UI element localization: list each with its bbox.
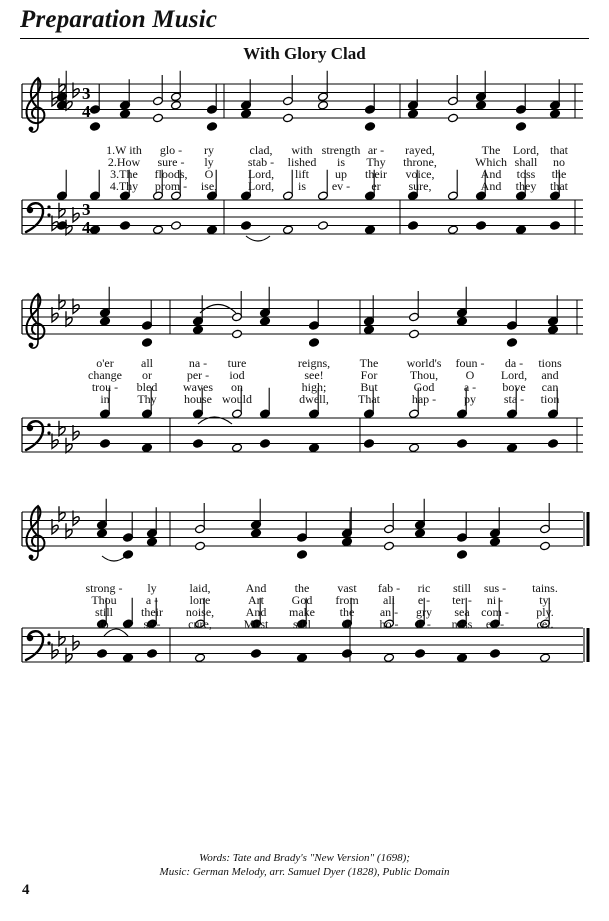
lyric-syllable: ry xyxy=(204,143,214,157)
lyric-syllable: from xyxy=(335,593,359,607)
note-head xyxy=(171,100,182,110)
note-head xyxy=(415,649,426,659)
flat-icon xyxy=(66,95,72,110)
lyric-syllable: prom - xyxy=(154,179,188,193)
flat-icon xyxy=(59,203,65,218)
time-signature-bottom: 4 xyxy=(82,218,91,237)
lyric-syllable: ness xyxy=(451,617,473,631)
lyric-syllable: on xyxy=(231,380,243,394)
credits xyxy=(0,851,609,879)
lyric-syllable: would xyxy=(222,392,252,406)
lyric-syllable: laid, xyxy=(189,581,211,595)
note-head xyxy=(415,528,426,538)
lyric-syllable: ly xyxy=(204,155,214,169)
note-head xyxy=(342,537,353,547)
lyric-syllable: The xyxy=(481,143,501,157)
lyric-syllable: stab - xyxy=(247,155,275,169)
note-head xyxy=(548,325,559,335)
flat-icon xyxy=(52,216,58,231)
lyric-syllable: And xyxy=(245,605,267,619)
treble-clef-icon xyxy=(26,78,44,132)
lyric-syllable: ture xyxy=(227,356,247,370)
note-head xyxy=(120,221,131,231)
note-head xyxy=(123,653,134,663)
lyric-syllable: iod xyxy=(229,368,245,382)
lyric-syllable: lone xyxy=(189,593,211,607)
lyric-syllable: see! xyxy=(304,368,324,382)
note-head xyxy=(241,221,252,231)
lyric-syllable: lift xyxy=(295,167,309,181)
lyric-syllable: The xyxy=(359,356,379,370)
note-head xyxy=(318,100,329,110)
note-head xyxy=(241,109,252,119)
lyric-syllable: ly xyxy=(147,581,157,595)
note-head xyxy=(232,329,243,339)
lyric-syllable: For xyxy=(360,368,378,382)
flat-icon xyxy=(73,425,79,440)
treble-clef-icon xyxy=(26,294,44,348)
lyric-syllable: Lord, xyxy=(500,368,528,382)
lyric-syllable: fab - xyxy=(377,581,401,595)
lyric-syllable: up xyxy=(335,167,347,181)
lyrics-system xyxy=(0,144,609,192)
bass-clef-icon xyxy=(26,421,51,450)
note-head xyxy=(364,325,375,335)
flat-icon xyxy=(73,635,79,650)
note-head xyxy=(142,443,153,453)
note-head xyxy=(153,225,164,235)
note-head xyxy=(548,439,559,449)
lyric-syllable: a - xyxy=(463,380,477,394)
note-head xyxy=(251,528,262,538)
lyric-syllable: toss xyxy=(516,167,536,181)
lyric-syllable: throne, xyxy=(403,155,437,169)
lyric-syllable: noise, xyxy=(185,605,215,619)
lyric-syllable: glo - xyxy=(159,143,183,157)
lyric-syllable: Lord, xyxy=(247,167,275,181)
note-head xyxy=(260,439,271,449)
note-head xyxy=(142,338,153,348)
words-credit: Words: Tate and Brady's "New Version" (1698); xyxy=(199,852,410,864)
music-credit: Music: German Melody, arr. Samuel Dyer (1828), Public Domain xyxy=(159,866,450,878)
lyrics-system xyxy=(0,357,609,405)
lyric-syllable: ter - xyxy=(452,593,472,607)
lyric-syllable: er xyxy=(371,179,381,193)
note-head xyxy=(409,329,420,339)
lyric-syllable: da - xyxy=(504,356,524,370)
lyric-syllable: ric xyxy=(417,581,431,595)
lyric-syllable: Lord, xyxy=(512,143,540,157)
lyric-syllable: And xyxy=(480,179,502,193)
note-head xyxy=(207,122,218,132)
lyric-syllable: li - xyxy=(417,617,431,631)
note-head xyxy=(309,443,320,453)
lyric-syllable: the xyxy=(551,167,567,181)
lyric-syllable: lished xyxy=(287,155,317,169)
lyric-syllable: Must xyxy=(243,617,269,631)
lyric-syllable: ho - xyxy=(379,617,399,631)
note-head xyxy=(540,653,551,663)
note-head xyxy=(342,649,353,659)
hymn-title: With Glory Clad xyxy=(243,44,366,63)
note-head xyxy=(283,113,294,123)
lyric-syllable: high; xyxy=(301,380,327,394)
lyric-syllable: tion xyxy=(540,392,560,406)
note-head xyxy=(365,122,376,132)
note-head xyxy=(195,541,206,551)
lyric-syllable: is xyxy=(336,155,346,169)
lyric-syllable: with xyxy=(291,143,313,157)
lyric-syllable: 3.The xyxy=(110,167,138,181)
flat-icon xyxy=(66,523,72,538)
note-head xyxy=(97,649,108,659)
lyric-syllable: that xyxy=(550,143,568,157)
lyrics-system xyxy=(0,582,609,630)
lyric-syllable: all xyxy=(141,356,153,370)
flat-icon xyxy=(52,434,58,449)
note-head xyxy=(97,528,108,538)
lyric-syllable: se - xyxy=(143,617,161,631)
note-head xyxy=(195,653,206,663)
flat-icon xyxy=(66,648,72,663)
lyric-syllable: sure - xyxy=(157,155,185,169)
note-head xyxy=(490,649,501,659)
note-head xyxy=(490,537,501,547)
lyric-syllable: e - xyxy=(417,593,431,607)
lyric-syllable: shall xyxy=(514,155,538,169)
lyric-syllable: tains. xyxy=(532,581,558,595)
lyric-syllable: sea xyxy=(454,605,470,619)
lyric-syllable: 4.Thy xyxy=(109,179,139,193)
treble-staff xyxy=(22,287,583,348)
note-head xyxy=(90,225,101,235)
lyric-syllable: That xyxy=(358,392,380,406)
lyric-syllable: their xyxy=(365,167,387,181)
lyric-syllable: Thou xyxy=(91,593,117,607)
lyric-syllable: strength xyxy=(321,143,361,157)
lyric-syllable: God xyxy=(413,380,435,394)
lyric-syllable: foun - xyxy=(455,356,485,370)
lyric-syllable: bove xyxy=(502,380,526,394)
lyric-syllable: cure, xyxy=(188,617,212,631)
lyric-syllable: per - xyxy=(186,368,210,382)
flat-icon xyxy=(59,631,65,646)
time-signature-top: 3 xyxy=(82,84,91,103)
note-head xyxy=(457,439,468,449)
flat-icon xyxy=(59,294,65,309)
flat-icon xyxy=(59,421,65,436)
lyric-syllable: Thy xyxy=(137,392,157,406)
lyric-syllable: still xyxy=(452,581,472,595)
treble-clef-icon xyxy=(26,506,44,560)
lyric-syllable: gry xyxy=(416,605,432,619)
note-head xyxy=(147,537,158,547)
lyric-syllable: world's xyxy=(406,356,442,370)
lyric-syllable: na - xyxy=(188,356,208,370)
note-head xyxy=(153,113,164,123)
lyric-syllable: ar - xyxy=(367,143,385,157)
lyric-syllable: waves xyxy=(183,380,213,394)
lyric-syllable: rayed, xyxy=(405,143,435,157)
lyric-syllable: in xyxy=(100,392,110,406)
lyric-syllable: ni - xyxy=(486,593,504,607)
lyric-syllable: still xyxy=(94,605,114,619)
note-head xyxy=(309,338,320,348)
note-head xyxy=(193,325,204,335)
lyric-syllable: in xyxy=(342,617,352,631)
note-head xyxy=(457,653,468,663)
section-title: Preparation Music xyxy=(20,6,218,33)
lyric-syllable: Lord, xyxy=(247,179,275,193)
note-head xyxy=(550,109,561,119)
flat-icon xyxy=(52,644,58,659)
lyric-syllable: or xyxy=(142,368,152,382)
lyric-syllable: But xyxy=(360,380,378,394)
lyric-syllable: is xyxy=(297,179,307,193)
note-head xyxy=(318,221,329,231)
lyric-syllable: and xyxy=(541,368,559,382)
lyric-syllable: reigns, xyxy=(297,356,331,370)
flat-icon xyxy=(73,83,79,98)
lyric-syllable: an - xyxy=(379,605,399,619)
lyric-syllable: all xyxy=(383,593,395,607)
flat-icon xyxy=(52,307,58,322)
lyric-syllable: vast xyxy=(337,581,357,595)
lyric-syllable: change xyxy=(88,368,122,382)
note-head xyxy=(120,109,131,119)
note-head xyxy=(384,541,395,551)
lyric-syllable: clad, xyxy=(249,143,273,157)
treble-staff xyxy=(22,499,583,560)
lyric-syllable: can xyxy=(541,380,559,394)
lyric-syllable: 1.W ith xyxy=(106,143,142,157)
treble-staff xyxy=(22,71,583,132)
lyric-syllable: no xyxy=(553,155,565,169)
lyric-syllable: O xyxy=(465,368,475,382)
note-head xyxy=(207,225,218,235)
lyric-syllable: dwell, xyxy=(299,392,329,406)
note-head xyxy=(540,541,551,551)
lyric-syllable: voice, xyxy=(405,167,435,181)
lyric-syllable: house xyxy=(184,392,212,406)
flat-icon xyxy=(66,220,72,235)
lyric-syllable: sus - xyxy=(483,581,507,595)
note-head xyxy=(516,122,527,132)
flat-icon xyxy=(59,78,65,93)
lyric-syllable: 2.How xyxy=(107,155,141,169)
verse-line xyxy=(0,618,609,630)
time-signature-top: 3 xyxy=(82,200,91,219)
lyric-syllable: hap - xyxy=(411,392,437,406)
time-signature-bottom: 4 xyxy=(82,102,91,121)
note-head xyxy=(408,109,419,119)
flat-icon xyxy=(59,506,65,521)
flat-icon xyxy=(73,299,79,314)
lyric-syllable: py xyxy=(464,392,476,406)
lyric-syllable: ise, xyxy=(200,179,218,193)
note-head xyxy=(448,113,459,123)
lyric-syllable: trou - xyxy=(91,380,119,394)
lyric-syllable: O xyxy=(204,167,214,181)
note-head xyxy=(476,221,487,231)
lyric-syllable: bled xyxy=(136,380,158,394)
lyric-syllable: And xyxy=(245,581,267,595)
lyric-syllable: God xyxy=(291,593,313,607)
lyric-syllable: And xyxy=(480,167,502,181)
page-number: 4 xyxy=(22,882,30,898)
lyric-syllable: cel. xyxy=(536,617,554,631)
note-head xyxy=(100,316,111,326)
note-head xyxy=(147,649,158,659)
verse-line xyxy=(0,393,609,405)
note-head xyxy=(260,316,271,326)
note-head xyxy=(283,225,294,235)
note-head xyxy=(384,653,395,663)
lyric-syllable: floods, xyxy=(154,167,188,181)
lyric-syllable: ply. xyxy=(536,605,554,619)
flat-icon xyxy=(73,207,79,222)
note-head xyxy=(448,225,459,235)
lyric-syllable: a - xyxy=(145,593,159,607)
note-head xyxy=(100,439,111,449)
flat-icon xyxy=(52,519,58,534)
lyric-syllable: com - xyxy=(481,605,509,619)
lyric-syllable: ex - xyxy=(485,617,505,631)
lyric-syllable: sure, xyxy=(408,179,432,193)
lyric-syllable: tions xyxy=(538,356,562,370)
lyric-syllable: Thy xyxy=(366,155,386,169)
note-head xyxy=(171,221,182,231)
flat-icon xyxy=(73,511,79,526)
note-head xyxy=(193,439,204,449)
note-head xyxy=(476,100,487,110)
note-head xyxy=(297,653,308,663)
note-head xyxy=(365,225,376,235)
note-head xyxy=(409,443,420,453)
lyric-syllable: still xyxy=(292,617,312,631)
lyric-syllable: Which xyxy=(475,155,507,169)
lyric-syllable: Thou, xyxy=(409,368,439,382)
note-head xyxy=(408,221,419,231)
bass-clef-icon xyxy=(26,203,51,232)
bass-clef-icon xyxy=(26,631,51,660)
note-head xyxy=(90,122,101,132)
note-head xyxy=(232,443,243,453)
note-head xyxy=(550,221,561,231)
lyric-syllable: ty. xyxy=(539,593,551,607)
lyric-syllable: they xyxy=(515,179,537,193)
lyric-syllable: that xyxy=(550,179,568,193)
lyric-syllable: make xyxy=(289,605,315,619)
flat-icon xyxy=(66,438,72,453)
lyric-syllable: their xyxy=(141,605,163,619)
note-head xyxy=(457,316,468,326)
lyric-syllable: o'er xyxy=(96,356,114,370)
lyric-syllable: Art xyxy=(248,593,264,607)
lyric-syllable: to xyxy=(99,617,109,631)
note-head xyxy=(364,439,375,449)
lyric-syllable: the xyxy=(339,605,355,619)
lyric-syllable: ev - xyxy=(331,179,351,193)
note-head xyxy=(251,649,262,659)
note-head xyxy=(457,550,468,560)
lyric-syllable: sta - xyxy=(503,392,525,406)
note-head xyxy=(297,550,308,560)
note-head xyxy=(516,225,527,235)
flat-icon xyxy=(66,311,72,326)
note-head xyxy=(507,443,518,453)
verse-line xyxy=(0,180,609,192)
lyric-syllable: strong - xyxy=(85,581,123,595)
note-head xyxy=(507,338,518,348)
lyric-syllable: the xyxy=(294,581,310,595)
